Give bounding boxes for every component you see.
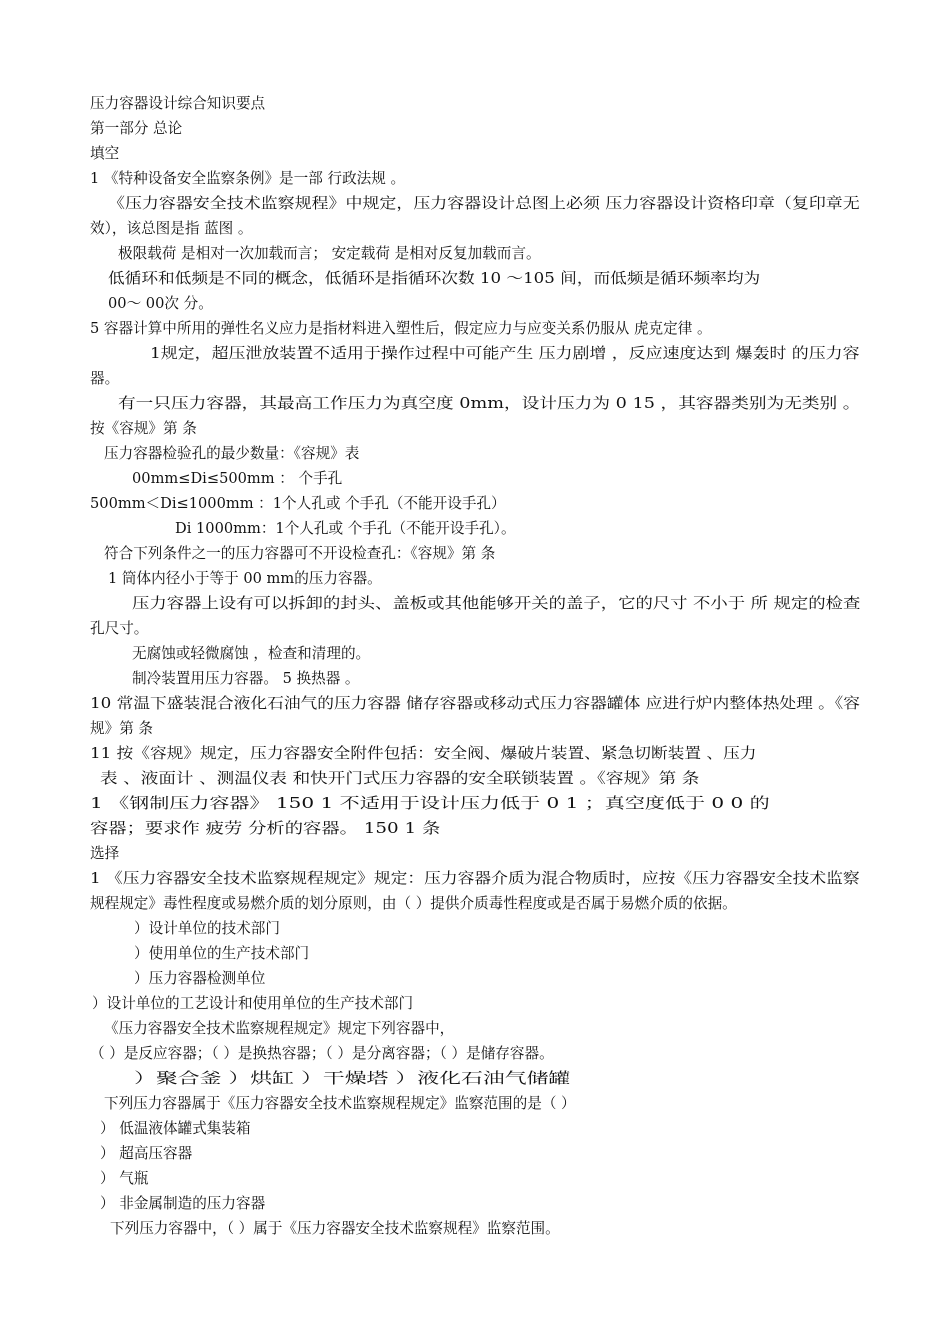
text-line: 孔尺寸。: [90, 620, 149, 637]
doc-title: 压力容器设计综合知识要点: [90, 95, 266, 112]
text-line: 器。: [90, 370, 120, 387]
text-line: 10 常温下盛装混合液化石油气的压力容器 储存容器或移动式压力容器罐体 应进行炉内整体热处理 。《容: [90, 695, 860, 712]
text-line: 无腐蚀或轻微腐蚀 ，检查和清理的。: [132, 645, 371, 662]
text-line: 低循环和低频是不同的概念，低循环是指循环次数 10 ～105 间，而低频是循环频率均为: [108, 270, 761, 287]
section-heading: 第一部分 总论: [90, 120, 183, 137]
choice-option: ）使用单位的生产技术部门: [134, 945, 310, 962]
text-line: 制冷装置用压力容器。 5 换热器 。: [132, 670, 360, 687]
text-line: 压力容器检验孔的最少数量：《容规》表: [104, 445, 360, 462]
text-line: 下列压力容器属于《压力容器安全技术监察规程规定》监察范围的是（ ）: [104, 1095, 576, 1112]
text-line: 1 《特种设备安全监察条例》是一部 行政法规 。: [90, 170, 406, 187]
choice-option: ）压力容器检测单位: [134, 970, 266, 987]
text-line: 5 容器计算中所用的弹性名义应力是指材料进入塑性后，假定应力与应变关系仍服从 虎克定律 。: [90, 320, 712, 337]
text-line: 极限载荷 是相对一次加载而言； 安定载荷 是相对反复加载而言。: [118, 245, 541, 262]
text-line: 00～ 00次 分。: [108, 295, 213, 312]
text-line: 1 筒体内径小于等于 00 mm的压力容器。: [108, 570, 382, 587]
text-line: （ ）是反应容器；（ ）是换热容器；（ ）是分离容器；（ ）是储存容器。: [90, 1045, 554, 1062]
text-line: 11 按《容规》规定，压力容器安全附件包括：安全阀、爆破片装置、紧急切断装置 、压力: [90, 745, 757, 762]
text-line: 00mm≤Di≤500mm ： 个手孔: [132, 470, 343, 487]
text-line: 1 《压力容器安全技术监察规程规定》规定：压力容器介质为混合物质时，应按《压力容器安全技术监察: [90, 870, 860, 887]
text-line: 《压力容器安全技术监察规程规定》规定下列容器中，: [104, 1020, 455, 1037]
choice-option: ）聚合釜 ）烘缸 ）干燥塔 ）液化石油气储罐: [134, 1070, 571, 1087]
subsection-heading-fill-in: 填空: [90, 145, 120, 162]
text-line: 效），该总图是指 蓝图 。: [90, 220, 253, 237]
choice-option: ）设计单位的工艺设计和使用单位的生产技术部门: [92, 995, 414, 1012]
text-line: 符合下列条件之一的压力容器可不开设检查孔：《容规》第 条: [104, 545, 496, 562]
text-line: 1规定，超压泄放装置不适用于操作过程中可能产生 压力剧增 ，反应速度达到 爆轰时 的压力容: [150, 345, 860, 362]
text-line: 《压力容器安全技术监察规程》中规定，压力容器设计总图上必须 压力容器设计资格印章（复印章无: [108, 195, 860, 212]
text-line: 规》第 条: [90, 720, 154, 737]
choice-option: ） 低温液体罐式集装箱: [100, 1120, 251, 1137]
text-line: 1 《钢制压力容器》 150 1 不适用于设计压力低于 0 1 ；真空度低于 0 0 的: [90, 795, 770, 812]
text-line: 表 、液面计 、测温仪表 和快开门式压力容器的安全联锁装置 。《容规》第 条: [100, 770, 700, 787]
choice-option: ） 气瓶: [100, 1170, 149, 1187]
text-line: 下列压力容器中，（ ）属于《压力容器安全技术监察规程》监察范围。: [110, 1220, 560, 1237]
text-line: 压力容器上设有可以拆卸的封头、盖板或其他能够开关的盖子，它的尺寸 不小于 所 规定的检查: [132, 595, 861, 612]
choice-option: ） 超高压容器: [100, 1145, 193, 1162]
text-line: 500mm＜Di≤1000mm ：1个人孔或 个手孔（不能开设手孔）: [90, 495, 506, 512]
text-line: 规程规定》毒性程度或易燃介质的划分原则，由（ ）提供介质毒性程度或是否属于易燃介质的依据。: [90, 895, 737, 912]
text-line: Di 1000mm：1个人孔或 个手孔（不能开设手孔）。: [175, 520, 516, 537]
choice-option: ）设计单位的技术部门: [134, 920, 280, 937]
subsection-heading-choice: 选择: [90, 845, 120, 862]
text-line: 按《容规》第 条: [90, 420, 197, 437]
text-line: 容器；要求作 疲劳 分析的容器。 150 1 条: [90, 820, 441, 837]
text-line: 有一只压力容器，其最高工作压力为真空度 0mm，设计压力为 0 15 ，其容器类别为无类别 。: [118, 395, 861, 412]
choice-option: ） 非金属制造的压力容器: [100, 1195, 266, 1212]
